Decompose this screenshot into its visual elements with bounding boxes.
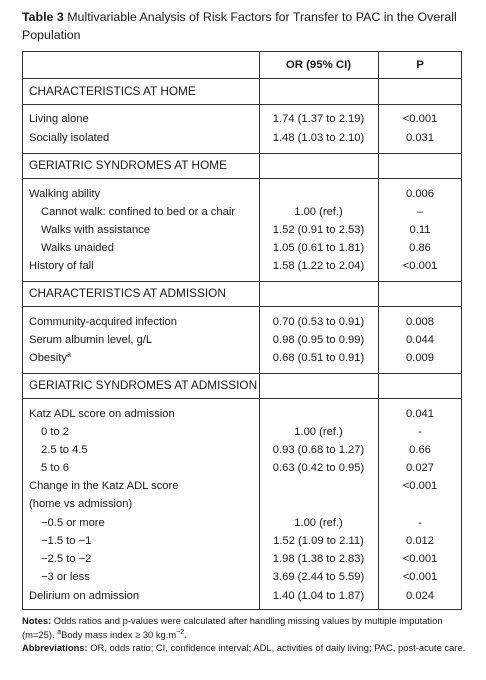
row-divider (23, 281, 461, 282)
row-label: Walks unaided (41, 242, 114, 254)
footnote-exponent: −2 (176, 628, 185, 636)
row-p: 0.044 (406, 334, 434, 346)
row-label: Community-acquired infection (29, 316, 177, 328)
row-divider (23, 398, 461, 399)
row-or: 1.05 (0.61 to 1.81) (272, 242, 365, 254)
row-label: −1.5 to −1 (41, 535, 92, 547)
footnote-marker: a (66, 351, 71, 359)
table-caption (22, 8, 468, 44)
row-p: – (416, 206, 424, 218)
row-label-obesity (29, 351, 71, 365)
notes-text: Odds ratios and p-values were calculated after handling missing values by multiple imputation (m=25). (22, 615, 443, 640)
row-divider (23, 78, 461, 79)
row-p: 0.66 (409, 444, 431, 456)
row-divider (23, 104, 461, 105)
row-p: 0.027 (406, 462, 434, 474)
row-label: −0.5 or more (41, 517, 105, 529)
section-header: CHARACTERISTICS AT HOME (29, 84, 196, 98)
row-divider (23, 178, 461, 179)
risk-factor-table (22, 51, 462, 610)
row-or: 1.40 (1.04 to 1.87) (272, 590, 365, 602)
row-or: 1.00 (ref.) (294, 206, 343, 218)
row-or: 0.68 (0.51 to 0.91) (272, 352, 365, 364)
row-p: 0.008 (406, 316, 434, 328)
row-p: 0.041 (406, 408, 434, 420)
row-or: 1.00 (ref.) (294, 426, 343, 438)
row-p: <0.001 (402, 480, 438, 492)
row-or: 1.74 (1.37 to 2.19) (272, 113, 365, 125)
row-p: - (418, 426, 422, 438)
row-label: Socially isolated (29, 132, 110, 144)
column-header-p: P (416, 59, 424, 71)
row-or: 1.00 (ref.) (294, 517, 343, 529)
row-or: 1.58 (1.22 to 2.04) (272, 260, 365, 272)
footnote-marker: a (57, 628, 62, 636)
row-label: −2.5 to −2 (41, 553, 92, 565)
row-divider (23, 306, 461, 307)
row-label: Delirium on admission (29, 590, 140, 602)
row-p: 0.012 (406, 535, 434, 547)
row-or: 0.70 (0.53 to 0.91) (272, 316, 365, 328)
row-label: Katz ADL score on admission (29, 408, 175, 420)
abbreviations-text: OR, odds ratio; CI, confidence interval; ADL, activities of daily living; PAC, post-acute care. (90, 642, 466, 653)
row-or: 3.69 (2.44 to 5.59) (272, 571, 365, 583)
column-header-or: OR (95% CI) (285, 59, 352, 71)
row-p: <0.001 (402, 571, 438, 583)
row-p: 0.031 (406, 132, 434, 144)
notes-label: Notes: (22, 615, 52, 626)
abbreviations-paragraph (22, 641, 468, 655)
row-label: Walking ability (29, 188, 101, 200)
section-header: CHARACTERISTICS AT ADMISSION (29, 286, 226, 300)
row-p: 0.024 (406, 590, 434, 602)
row-label: History of fall (29, 260, 94, 272)
row-p: 0.11 (409, 224, 431, 236)
row-label: Change in the Katz ADL score (29, 480, 179, 492)
row-p: 0.006 (406, 188, 434, 200)
row-or: 1.98 (1.38 to 2.83) (272, 553, 365, 565)
row-label: 2.5 to 4.5 (41, 444, 88, 456)
row-p: <0.001 (402, 260, 438, 272)
row-label: Serum albumin level, g/L (29, 334, 153, 346)
row-p: 0.009 (406, 352, 434, 364)
row-divider (23, 373, 461, 374)
row-or: 0.98 (0.95 to 0.99) (272, 334, 365, 346)
footnote-text: Body mass index ≥ 30 kg.m (61, 628, 177, 640)
table-label: Table 3 (22, 10, 64, 24)
section-header: GERIATRIC SYNDROMES AT HOME (29, 158, 227, 172)
row-label: Obesity (29, 352, 67, 364)
row-divider (23, 153, 461, 154)
row-label: (home vs admission) (29, 498, 133, 510)
row-p: 0.86 (409, 242, 431, 254)
row-or: 1.52 (1.09 to 2.11) (273, 535, 364, 547)
row-label: 5 to 6 (41, 462, 69, 474)
table-title: Multivariable Analysis of Risk Factors for Transfer to PAC in the Overall Population (22, 10, 457, 42)
abbreviations-label: Abbreviations: (22, 642, 88, 653)
row-label: Walks with assistance (41, 224, 151, 236)
row-or: 0.63 (0.42 to 0.95) (272, 462, 365, 474)
notes-paragraph (22, 614, 468, 641)
row-p: <0.001 (402, 113, 438, 125)
row-or: 1.52 (0.91 to 2.53) (272, 224, 365, 236)
section-header: GERIATRIC SYNDROMES AT ADMISSION (29, 378, 258, 392)
row-p: <0.001 (402, 553, 438, 565)
footnote-end: . (184, 628, 187, 640)
row-label: −3 or less (41, 571, 90, 583)
row-p: - (418, 517, 422, 529)
row-label: Cannot walk: confined to bed or a chair (41, 206, 236, 218)
table-notes (22, 614, 468, 655)
row-label: 0 to 2 (41, 426, 69, 438)
row-or: 1.48 (1.03 to 2.10) (272, 132, 365, 144)
row-or: 0.93 (0.68 to 1.27) (272, 444, 365, 456)
row-label: Living alone (29, 113, 89, 125)
